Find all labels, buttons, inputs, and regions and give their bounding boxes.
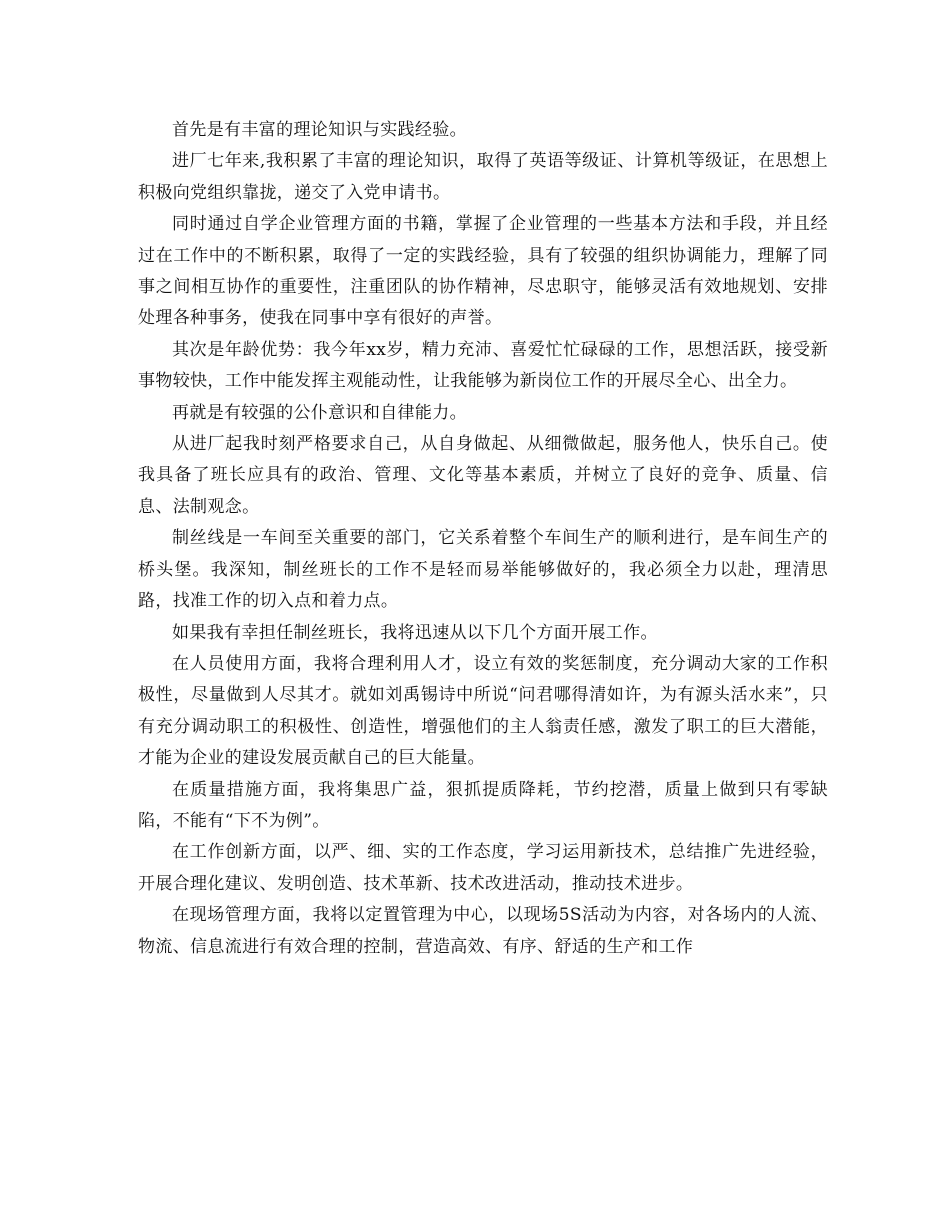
paragraph: 在现场管理方面，我将以定置管理为中心，以现场5S活动为内容，对各场内的人流、物流、信息流进行有效合理的控制，营造高效、有序、舒适的生产和工作: [138, 905, 828, 957]
paragraph: 进厂七年来,我积累了丰富的理论知识，取得了英语等级证、计算机等级证，在思想上积极向党组织靠拢，递交了入党申请书。: [138, 151, 828, 203]
paragraph: 制丝线是一车间至关重要的部门，它关系着整个车间生产的顺利进行，是车间生产的桥头堡。我深知，制丝班长的工作不是轻而易举能够做好的，我必须全力以赴，理清思路，找准工作的切入点和着力点。: [138, 528, 828, 612]
paragraph: 在质量措施方面，我将集思广益，狠抓提质降耗，节约挖潜，质量上做到只有零缺陷，不能有“下不为例”。: [138, 779, 828, 831]
paragraph: 在工作创新方面，以严、细、实的工作态度，学习运用新技术，总结推广先进经验，开展合理化建议、发明创造、技术革新、技术改进活动，推动技术进步。: [138, 842, 828, 894]
paragraph: 如果我有幸担任制丝班长，我将迅速从以下几个方面开展工作。: [172, 622, 658, 643]
paragraph: 在人员使用方面，我将合理利用人才，设立有效的奖惩制度，充分调动大家的工作积极性，尽量做到人尽其才。就如刘禹锡诗中所说“问君哪得清如许，为有源头活水来”，只有充分调动职工的积极性、创造性，增强他们的主人翁责任感，激发了职工的巨大潜能，才能为企业的建设发展贡献自己的巨大能量。: [138, 653, 828, 769]
paragraph: 再就是有较强的公仆意识和自律能力。: [172, 402, 467, 423]
document-body: [138, 115, 828, 963]
paragraph: 其次是年龄优势：我今年xx岁，精力充沛、喜爱忙忙碌碌的工作，思想活跃，接受新事物较快，工作中能发挥主观能动性，让我能够为新岗位工作的开展尽全心、出全力。: [138, 339, 828, 392]
paragraph: 同时通过自学企业管理方面的书籍，掌握了企业管理的一些基本方法和手段，并且经过在工作中的不断积累，取得了一定的实践经验，具有了较强的组织协调能力，理解了同事之间相互协作的重要性，注重团队的协作精神，尽忠职守，能够灵活有效地规划、安排处理各种事务，使我在同事中享有很好的声誉。: [138, 214, 828, 329]
paragraph: 首先是有丰富的理论知识与实践经验。: [172, 120, 467, 140]
paragraph: 从进厂起我时刻严格要求自己，从自身做起、从细微做起，服务他人，快乐自己。使我具备了班长应具有的政治、管理、文化等基本素质，并树立了良好的竞争、质量、信息、法制观念。: [138, 434, 828, 517]
